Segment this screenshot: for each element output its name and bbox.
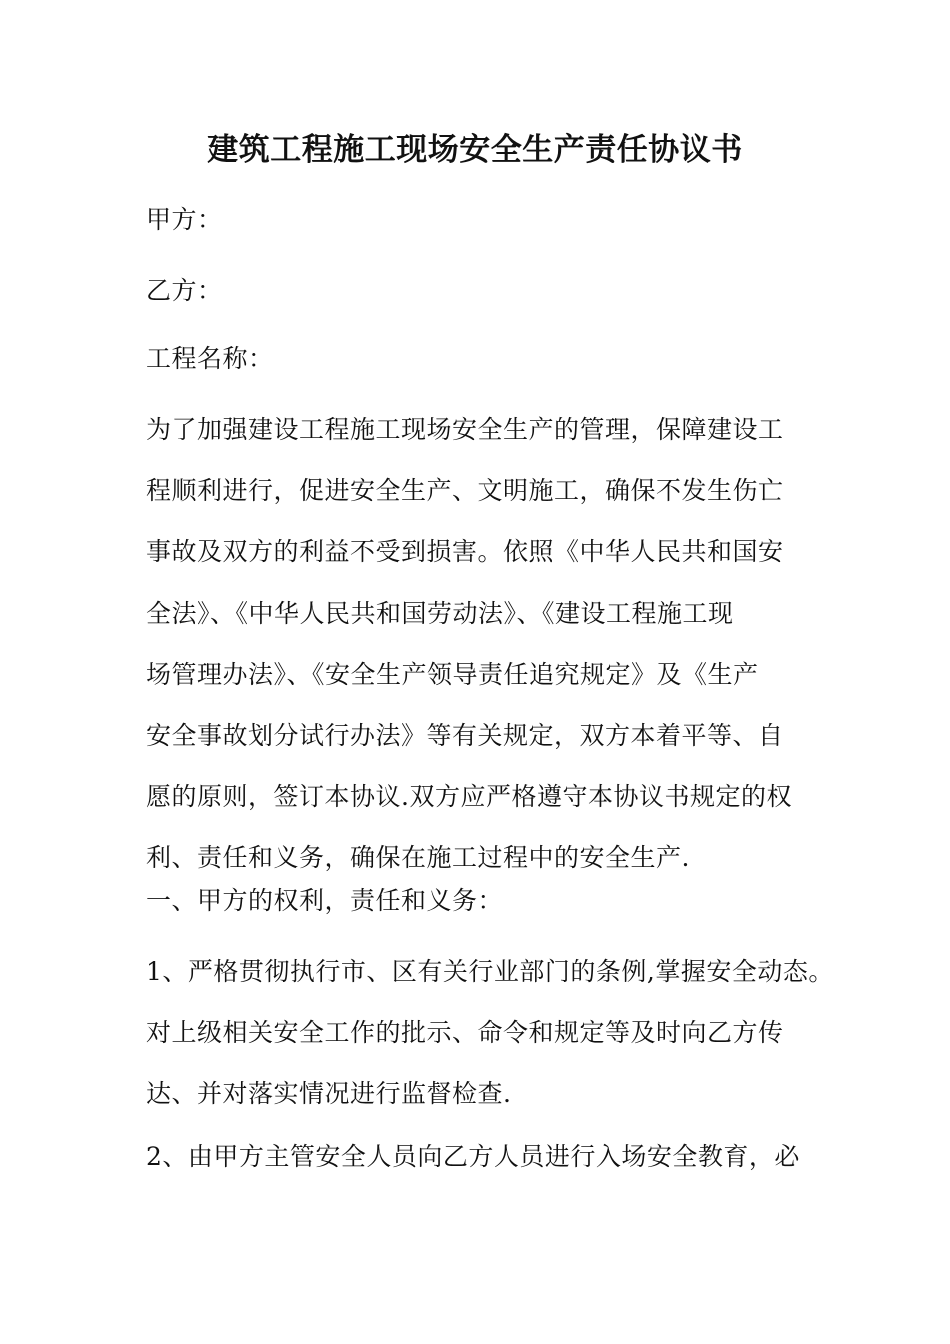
clause-1-line: 对上级相关安全工作的批示、命令和规定等及时向乙方传 [146,1018,784,1048]
clause-1-line: 1、严格贯彻执行市、区有关行业部门的条例,掌握安全动态。 [146,957,834,986]
clause-2-paragraph [146,1139,846,1200]
clause-1-paragraph [146,954,846,1138]
document-title: 建筑工程施工现场安全生产责任协议书 [207,132,743,168]
preamble-line: 场管理办法》、《安全生产领导责任追究规定》及《生产 [146,659,759,689]
clause-2-line: 2、由甲方主管安全人员向乙方人员进行入场安全教育，必 [146,1142,800,1171]
section-one-heading: 一、甲方的权利，责任和义务： [146,886,504,915]
preamble-paragraph [146,412,846,902]
preamble-line: 愿的原则，签订本协议.双方应严格遵守本协议书规定的权 [146,782,792,812]
party-a-label: 甲方： [146,205,223,234]
preamble-line: 事故及双方的利益不受到损害。依照《中华人民共和国安 [146,537,784,567]
preamble-line: 安全事故划分试行办法》等有关规定，双方本着平等、自 [146,720,784,750]
preamble-line: 程顺利进行，促进安全生产、文明施工，确保不发生伤亡 [146,476,784,506]
preamble-line: 利、责任和义务，确保在施工过程中的安全生产. [146,843,690,873]
preamble-line: 为了加强建设工程施工现场安全生产的管理，保障建设工 [146,415,784,444]
project-name-label: 工程名称： [146,344,274,373]
party-b-label: 乙方： [146,276,223,305]
preamble-line: 全法》、《中华人民共和国劳动法》、《建设工程施工现 [146,598,734,628]
clause-1-line: 达、并对落实情况进行监督检查. [146,1079,512,1109]
